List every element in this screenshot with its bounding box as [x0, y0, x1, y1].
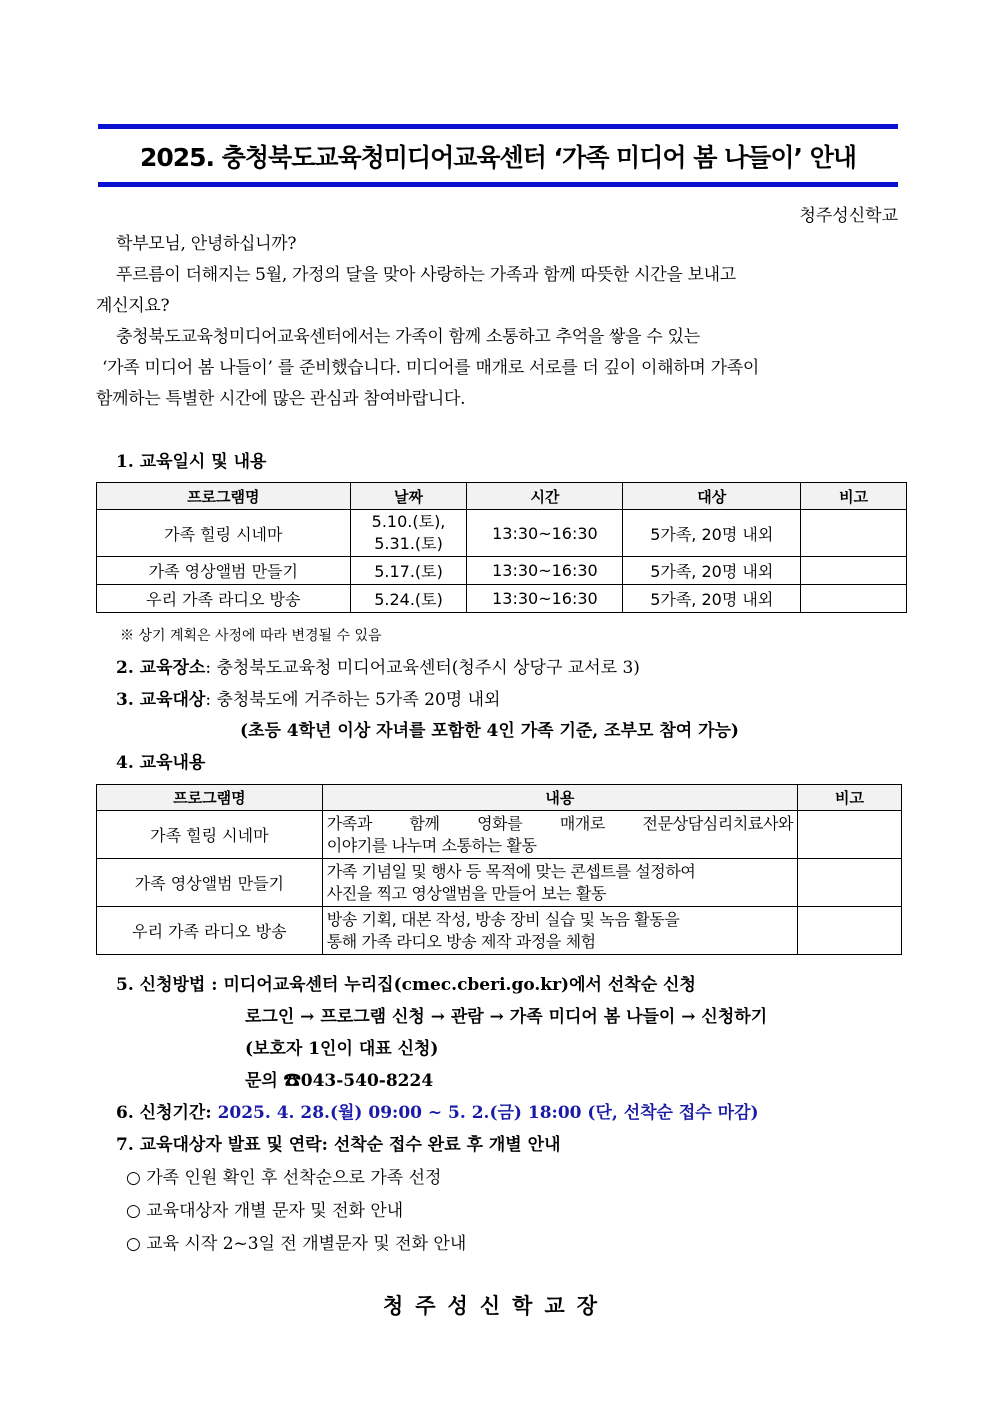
- title-bottom-rule: [98, 182, 898, 187]
- description-line: 가족 기념일 및 행사 등 목적에 맞는 콘셉트를 설정하여: [326, 861, 696, 881]
- program-note: [798, 811, 902, 859]
- description-line: 방송 기획, 대본 작성, 방송 장비 실습 및 녹음 활동을: [326, 909, 680, 929]
- program-time: 13:30~16:30: [467, 557, 623, 585]
- section2-value: : 충청북도교육청 미디어교육센터(청주시 상당구 교서로 3): [205, 658, 640, 678]
- program-target: 5가족, 20명 내외: [623, 557, 801, 585]
- document-title: 2025. 충청북도교육청미디어교육센터 ‘가족 미디어 봄 나들이’ 안내: [139, 143, 857, 172]
- column-header: 대상: [623, 483, 801, 510]
- program-date: [350, 510, 467, 557]
- program-note: [801, 557, 907, 585]
- program-time: 13:30~16:30: [467, 510, 623, 557]
- section5-method: [116, 970, 696, 995]
- table-row: [97, 811, 902, 859]
- section3-sub: (초등 4학년 이상 자녀를 포함한 4인 가족 기준, 조부모 참여 가능): [240, 721, 739, 741]
- program-name: 가족 영상앨범 만들기: [97, 557, 351, 585]
- section5-contact: 문의 ☎043-540-8224: [245, 1071, 434, 1091]
- signature: 청주성신학교장: [382, 1293, 609, 1318]
- program-name: 우리 가족 라디오 방송: [97, 907, 323, 955]
- program-description: [322, 811, 797, 859]
- sender-name: 청주성신학교: [799, 206, 898, 226]
- table-row: [97, 557, 907, 585]
- program-note: [801, 510, 907, 557]
- section7-bullet: ○ 교육대상자 개별 문자 및 전화 안내: [126, 1201, 404, 1221]
- description-line: 가족과 함께 영화를 매개로 전문상담심리치료사와: [326, 813, 794, 833]
- table-row: [97, 859, 902, 907]
- section3-target: [116, 685, 500, 710]
- program-time: 13:30~16:30: [467, 585, 623, 613]
- intro-line: 계신지요?: [96, 296, 170, 316]
- program-name: 가족 영상앨범 만들기: [97, 859, 323, 907]
- schedule-table: [96, 482, 907, 613]
- program-name: 가족 힐링 시네마: [97, 510, 351, 557]
- schedule-footnote: ※ 상기 계획은 사정에 따라 변경될 수 있음: [120, 628, 382, 644]
- section2-label: 2. 교육장소: [116, 658, 206, 678]
- program-target: 5가족, 20명 내외: [623, 510, 801, 557]
- column-header: 프로그램명: [97, 785, 323, 811]
- table-row: [97, 907, 902, 955]
- intro-line: 함께하는 특별한 시간에 많은 관심과 참여바랍니다.: [96, 389, 466, 409]
- column-header: 프로그램명: [97, 483, 351, 510]
- program-note: [798, 907, 902, 955]
- program-description: [322, 907, 797, 955]
- section6-period: [116, 1098, 759, 1123]
- table-row: [97, 585, 907, 613]
- section7-heading: 7. 교육대상자 발표 및 연락: 선착순 접수 완료 후 개별 안내: [116, 1135, 561, 1155]
- section6-label: 6. 신청기간:: [116, 1103, 218, 1123]
- intro-line: ‘가족 미디어 봄 나들이’ 를 준비했습니다. 미디어를 매개로 서로를 더 깊이 이해하며 가족이: [102, 358, 759, 378]
- table-header-row: [97, 785, 902, 811]
- column-header: 비고: [801, 483, 907, 510]
- section3-label: 3. 교육대상: [116, 690, 206, 710]
- column-header: 날짜: [350, 483, 467, 510]
- program-date: 5.24.(토): [350, 585, 467, 613]
- section3-value: : 충청북도에 거주하는 5가족 20명 내외: [205, 690, 501, 710]
- program-note: [798, 859, 902, 907]
- date-line: 5.31.(토): [374, 534, 443, 553]
- intro-line: 충청북도교육청미디어교육센터에서는 가족이 함께 소통하고 추억을 쌓을 수 있는: [116, 327, 700, 347]
- title-top-rule: [98, 124, 898, 129]
- table-row: [97, 510, 907, 557]
- column-header: 비고: [798, 785, 902, 811]
- description-line: 통해 가족 라디오 방송 제작 과정을 체험: [326, 931, 596, 951]
- program-target: 5가족, 20명 내외: [623, 585, 801, 613]
- column-header: 시간: [467, 483, 623, 510]
- section7-bullet: ○ 교육 시작 2~3일 전 개별문자 및 전화 안내: [126, 1234, 467, 1254]
- greeting: 학부모님, 안녕하십니까?: [116, 234, 297, 254]
- section6-value: 2025. 4. 28.(월) 09:00 ~ 5. 2.(금) 18:00 (단, 선착순 접수 마감): [217, 1103, 759, 1123]
- program-name: 우리 가족 라디오 방송: [97, 585, 351, 613]
- content-table: [96, 784, 902, 955]
- section5-line1: 미디어교육센터 누리집(cmec.cberi.go.kr)에서 선착순 신청: [223, 975, 696, 995]
- description-line: 이야기를 나누며 소통하는 활동: [326, 835, 537, 855]
- section1-heading: 1. 교육일시 및 내용: [116, 452, 267, 472]
- section2-location: [116, 653, 640, 678]
- intro-paragraph: [96, 229, 898, 415]
- description-line: 사진을 찍고 영상앨범을 만들어 보는 활동: [326, 883, 607, 903]
- section5-steps: 로그인 → 프로그램 신청 → 관람 → 가족 미디어 봄 나들이 → 신청하기: [245, 1007, 768, 1027]
- intro-line: 푸르름이 더해지는 5월, 가정의 달을 맞아 사랑하는 가족과 함께 따뜻한 시간을 보내고: [116, 265, 736, 285]
- program-date: 5.17.(토): [350, 557, 467, 585]
- section7-bullet: ○ 가족 인원 확인 후 선착순으로 가족 선정: [126, 1168, 442, 1188]
- column-header: 내용: [322, 785, 797, 811]
- section4-heading: 4. 교육내용: [116, 753, 206, 773]
- section5-label: 5. 신청방법 :: [116, 975, 224, 995]
- section5-note: (보호자 1인이 대표 신청): [245, 1039, 439, 1059]
- program-description: [322, 859, 797, 907]
- program-name: 가족 힐링 시네마: [97, 811, 323, 859]
- table-header-row: [97, 483, 907, 510]
- program-note: [801, 585, 907, 613]
- date-line: 5.10.(토),: [371, 512, 446, 531]
